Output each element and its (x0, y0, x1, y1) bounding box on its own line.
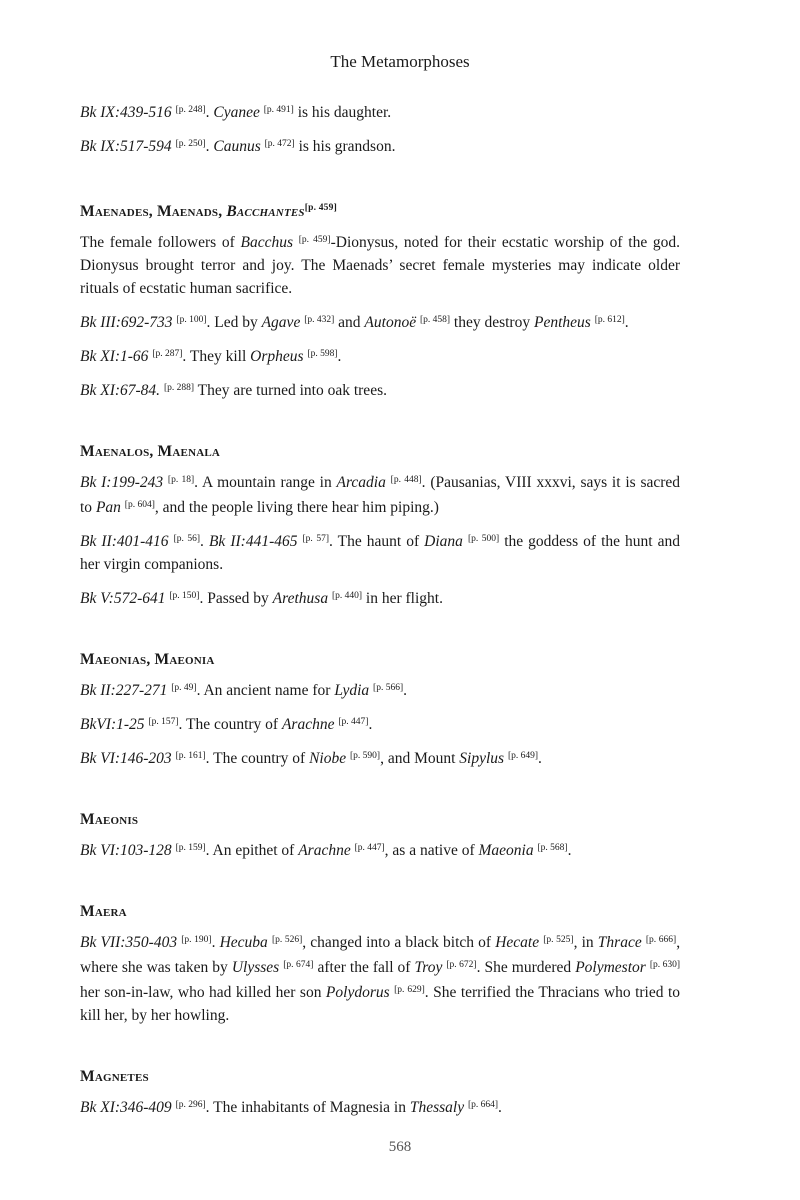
name-link-arethusa[interactable]: Arethusa (272, 590, 329, 607)
name-link-orpheus[interactable]: Orpheus (250, 348, 304, 365)
name-link-pan[interactable]: Pan (95, 499, 121, 516)
entry-line (80, 133, 680, 158)
name-link-troy[interactable]: Troy (414, 959, 443, 976)
book-reference-link[interactable]: Bk XI:1-66 (80, 348, 149, 365)
page-ref-link[interactable]: [p. 190] (181, 935, 212, 945)
page-ref-link[interactable]: [p. 18] (167, 475, 195, 485)
page-ref-link[interactable]: [p. 459] (298, 235, 331, 245)
entry-line (80, 343, 680, 368)
book-reference-link[interactable]: Bk II:227-271 (80, 682, 168, 699)
page-ref-link[interactable]: [p. 629] (394, 985, 425, 995)
entry-heading-magnetes: Magnetes (80, 1068, 149, 1085)
text: in her flight. (362, 590, 443, 607)
page-ref-link[interactable]: [p. 287] (152, 349, 183, 359)
name-link-agave[interactable]: Agave (261, 314, 301, 331)
text: . The country of (178, 716, 282, 733)
entry-line (80, 309, 680, 334)
text: . An ancient name for (196, 682, 335, 699)
book-reference-link[interactable]: Bk I:199-243 (80, 474, 164, 491)
text: , in (573, 934, 598, 951)
text: , and Mount (380, 750, 460, 767)
text: . (211, 934, 220, 951)
text: . (624, 314, 629, 331)
name-link-diana[interactable]: Diana (424, 533, 463, 550)
name-link-hecuba[interactable]: Hecuba (219, 934, 268, 951)
page-ref-link[interactable]: [p. 248] (175, 105, 206, 115)
text: . The country of (205, 750, 310, 767)
name-link-arachne[interactable]: Arachne (281, 716, 335, 733)
entry-line (80, 837, 680, 862)
text: . The inhabitants of Magnesia in (205, 1099, 410, 1116)
page-ref-link[interactable]: [p. 448] (390, 475, 422, 485)
page-ref-link[interactable]: [p. 57] (302, 534, 329, 544)
text: , and the people living there hear him piping.) (154, 499, 439, 516)
text: , as a native of (384, 842, 479, 859)
page-number: 568 (388, 1139, 412, 1155)
page-ref-link[interactable]: [p. 472] (264, 139, 295, 149)
name-link-autonoe[interactable]: Autonoë (364, 314, 417, 331)
page-ref-link[interactable]: [p. 458] (419, 315, 451, 325)
entry-line (80, 677, 680, 702)
book-reference-link[interactable]: Bk V:572-641 (80, 590, 166, 607)
page-ref-link[interactable]: [p. 612] (594, 315, 625, 325)
page-ref-link[interactable]: [p. 100] (176, 315, 207, 325)
name-link-lydia[interactable]: Lydia (334, 682, 370, 699)
text: They are turned into oak trees. (194, 382, 387, 399)
page-ref-link[interactable]: [p. 447] (354, 843, 385, 853)
text: the goddess of the hunt and her virgin companions. (80, 533, 681, 573)
text: , where she was taken by (80, 934, 681, 976)
text: . (403, 682, 407, 699)
text: after the fall of (313, 959, 415, 976)
entry-heading-maeonias: Maeonias, Maeonia (80, 651, 215, 668)
text: . Led by (206, 314, 262, 331)
book-reference-link[interactable]: Bk XI:67-84. (80, 382, 161, 399)
name-link-arcadia[interactable]: Arcadia (336, 474, 386, 491)
name-link-maeonia[interactable]: Maeonia (478, 842, 534, 859)
page-ref-link[interactable]: [p. 288] (163, 383, 195, 393)
entry-line (80, 745, 680, 770)
name-link-arachne[interactable]: Arachne (298, 842, 351, 859)
text: they destroy (450, 314, 534, 331)
page-ref-link[interactable]: [p. 159] (175, 843, 206, 853)
book-reference-link[interactable]: Bk XI:346-409 (80, 1099, 172, 1116)
book-reference-link[interactable]: Bk IX:439-516 (80, 104, 172, 121)
text: . Passed by (199, 590, 273, 607)
name-link-pentheus[interactable]: Pentheus (533, 314, 591, 331)
page-ref-link[interactable]: [p. 649] (507, 751, 539, 761)
entry-line (80, 377, 680, 402)
entry-line (80, 469, 680, 519)
page-ref-link[interactable]: [p. 161] (175, 751, 206, 761)
page-ref-link[interactable]: [p. 447] (338, 717, 369, 727)
page-ref-link[interactable]: [p. 491] (263, 105, 294, 115)
page-ref-link[interactable]: [p. 49] (171, 683, 197, 693)
text: is his grandson. (294, 138, 396, 155)
page-ref-link[interactable]: [p. 598] (307, 349, 338, 359)
entry-line (80, 585, 680, 610)
name-link-polydorus[interactable]: Polydorus (325, 984, 390, 1001)
text: . (538, 750, 542, 767)
book-reference-link[interactable]: BkVI:1-25 (80, 716, 145, 733)
name-link-ulysses[interactable]: Ulysses (231, 959, 280, 976)
text: , changed into a black bitch of (302, 934, 496, 951)
name-link-bacchantes[interactable]: Bacchantes (226, 203, 305, 220)
text: . (205, 104, 214, 121)
book-reference-link[interactable]: Bk III:692-733 (80, 314, 173, 331)
entry-heading-maenalos: Maenalos, Maenala (80, 443, 221, 460)
entry-line (80, 1094, 680, 1119)
page-ref-link[interactable]: [p. 432] (304, 315, 335, 325)
page-ref-link[interactable]: [p. 630] (649, 960, 681, 970)
page-ref-link[interactable]: [p. 664] (467, 1100, 499, 1110)
page-ref-link[interactable]: [p. 150] (169, 591, 200, 601)
text: . (498, 1099, 502, 1116)
entry-line (80, 711, 680, 736)
text: . An epithet of (205, 842, 299, 859)
text: . A mountain range in (194, 474, 337, 491)
page-title: The Metamorphoses (330, 52, 470, 71)
text: . (Pausanias, VIII xxxvi, says it is sacred to (80, 474, 681, 516)
name-link-niobe[interactable]: Niobe (309, 750, 347, 767)
page-ref-link[interactable]: [p. 157] (148, 717, 179, 727)
heading-text: Maenades, Maenads, (80, 203, 227, 220)
entry-line (80, 99, 680, 124)
page-ref-link[interactable]: [p. 459] (304, 203, 337, 213)
text: The female followers of (80, 234, 241, 251)
page-ref-link[interactable]: [p. 566] (373, 683, 404, 693)
name-link-cyanee[interactable]: Cyanee (213, 104, 260, 121)
entry-heading-maera: Maera (80, 903, 127, 920)
page-ref-link[interactable]: [p. 568] (537, 843, 568, 853)
book-reference-link[interactable]: Bk II:401-416 (80, 533, 169, 550)
page-content (80, 99, 680, 1128)
text: . (368, 716, 373, 733)
book-reference-link[interactable]: Bk II:441-465 (208, 533, 298, 550)
page-ref-link[interactable]: [p. 525] (543, 935, 574, 945)
book-reference-link[interactable]: Bk VI:103-128 (80, 842, 172, 859)
text: . They kill (182, 348, 251, 365)
page-ref-link[interactable]: [p. 666] (645, 935, 677, 945)
text: . She murdered (476, 959, 576, 976)
text: . (205, 138, 214, 155)
page-ref-link[interactable]: [p. 672] (446, 960, 477, 970)
page-ref-link[interactable]: [p. 296] (175, 1100, 206, 1110)
page-ref-link[interactable]: [p. 440] (331, 591, 363, 601)
name-link-bacchus[interactable]: Bacchus (240, 234, 293, 251)
name-link-polymestor[interactable]: Polymestor (575, 959, 646, 976)
text: . (200, 533, 209, 550)
name-link-caunus[interactable]: Caunus (213, 138, 261, 155)
entry-line (80, 528, 680, 576)
entry-heading-maenades (80, 197, 680, 223)
text: . (337, 348, 342, 365)
name-link-hecate[interactable]: Hecate (495, 934, 540, 951)
name-link-sipylus[interactable]: Sipylus (459, 750, 505, 767)
page-ref-link[interactable]: [p. 526] (271, 935, 303, 945)
name-link-thessaly[interactable]: Thessaly (409, 1099, 465, 1116)
page-ref-link[interactable]: [p. 500] (467, 534, 500, 544)
text: . She terrified the Thracians who tried to kill her, by her howling. (80, 984, 680, 1024)
book-reference-link[interactable]: Bk VI:146-203 (80, 750, 172, 767)
page-ref-link[interactable]: [p. 590] (350, 751, 381, 761)
text: is his daughter. (293, 104, 392, 121)
name-link-thrace[interactable]: Thrace (597, 934, 642, 951)
book-reference-link[interactable]: Bk VII:350-403 (80, 934, 178, 951)
page-ref-link[interactable]: [p. 674] (283, 960, 314, 970)
text: her son-in-law, who had killed her son (80, 984, 326, 1001)
text: and (334, 314, 365, 331)
entry-description (80, 229, 680, 300)
page-ref-link[interactable]: [p. 56] (173, 534, 201, 544)
book-reference-link[interactable]: Bk IX:517-594 (80, 138, 172, 155)
text: -Dionysus, noted for their ecstatic worship of the god. Dionysus brought terror and joy. The Maenads’ secret female mysteries may indicate older rituals of ecstatic human sacrifice. (80, 234, 681, 297)
text: . The haunt of (329, 533, 425, 550)
entry-heading-maeonis: Maeonis (80, 811, 139, 828)
page-ref-link[interactable]: [p. 604] (124, 500, 155, 510)
entry-line (80, 929, 680, 1027)
text: . (567, 842, 572, 859)
page-ref-link[interactable]: [p. 250] (175, 139, 206, 149)
